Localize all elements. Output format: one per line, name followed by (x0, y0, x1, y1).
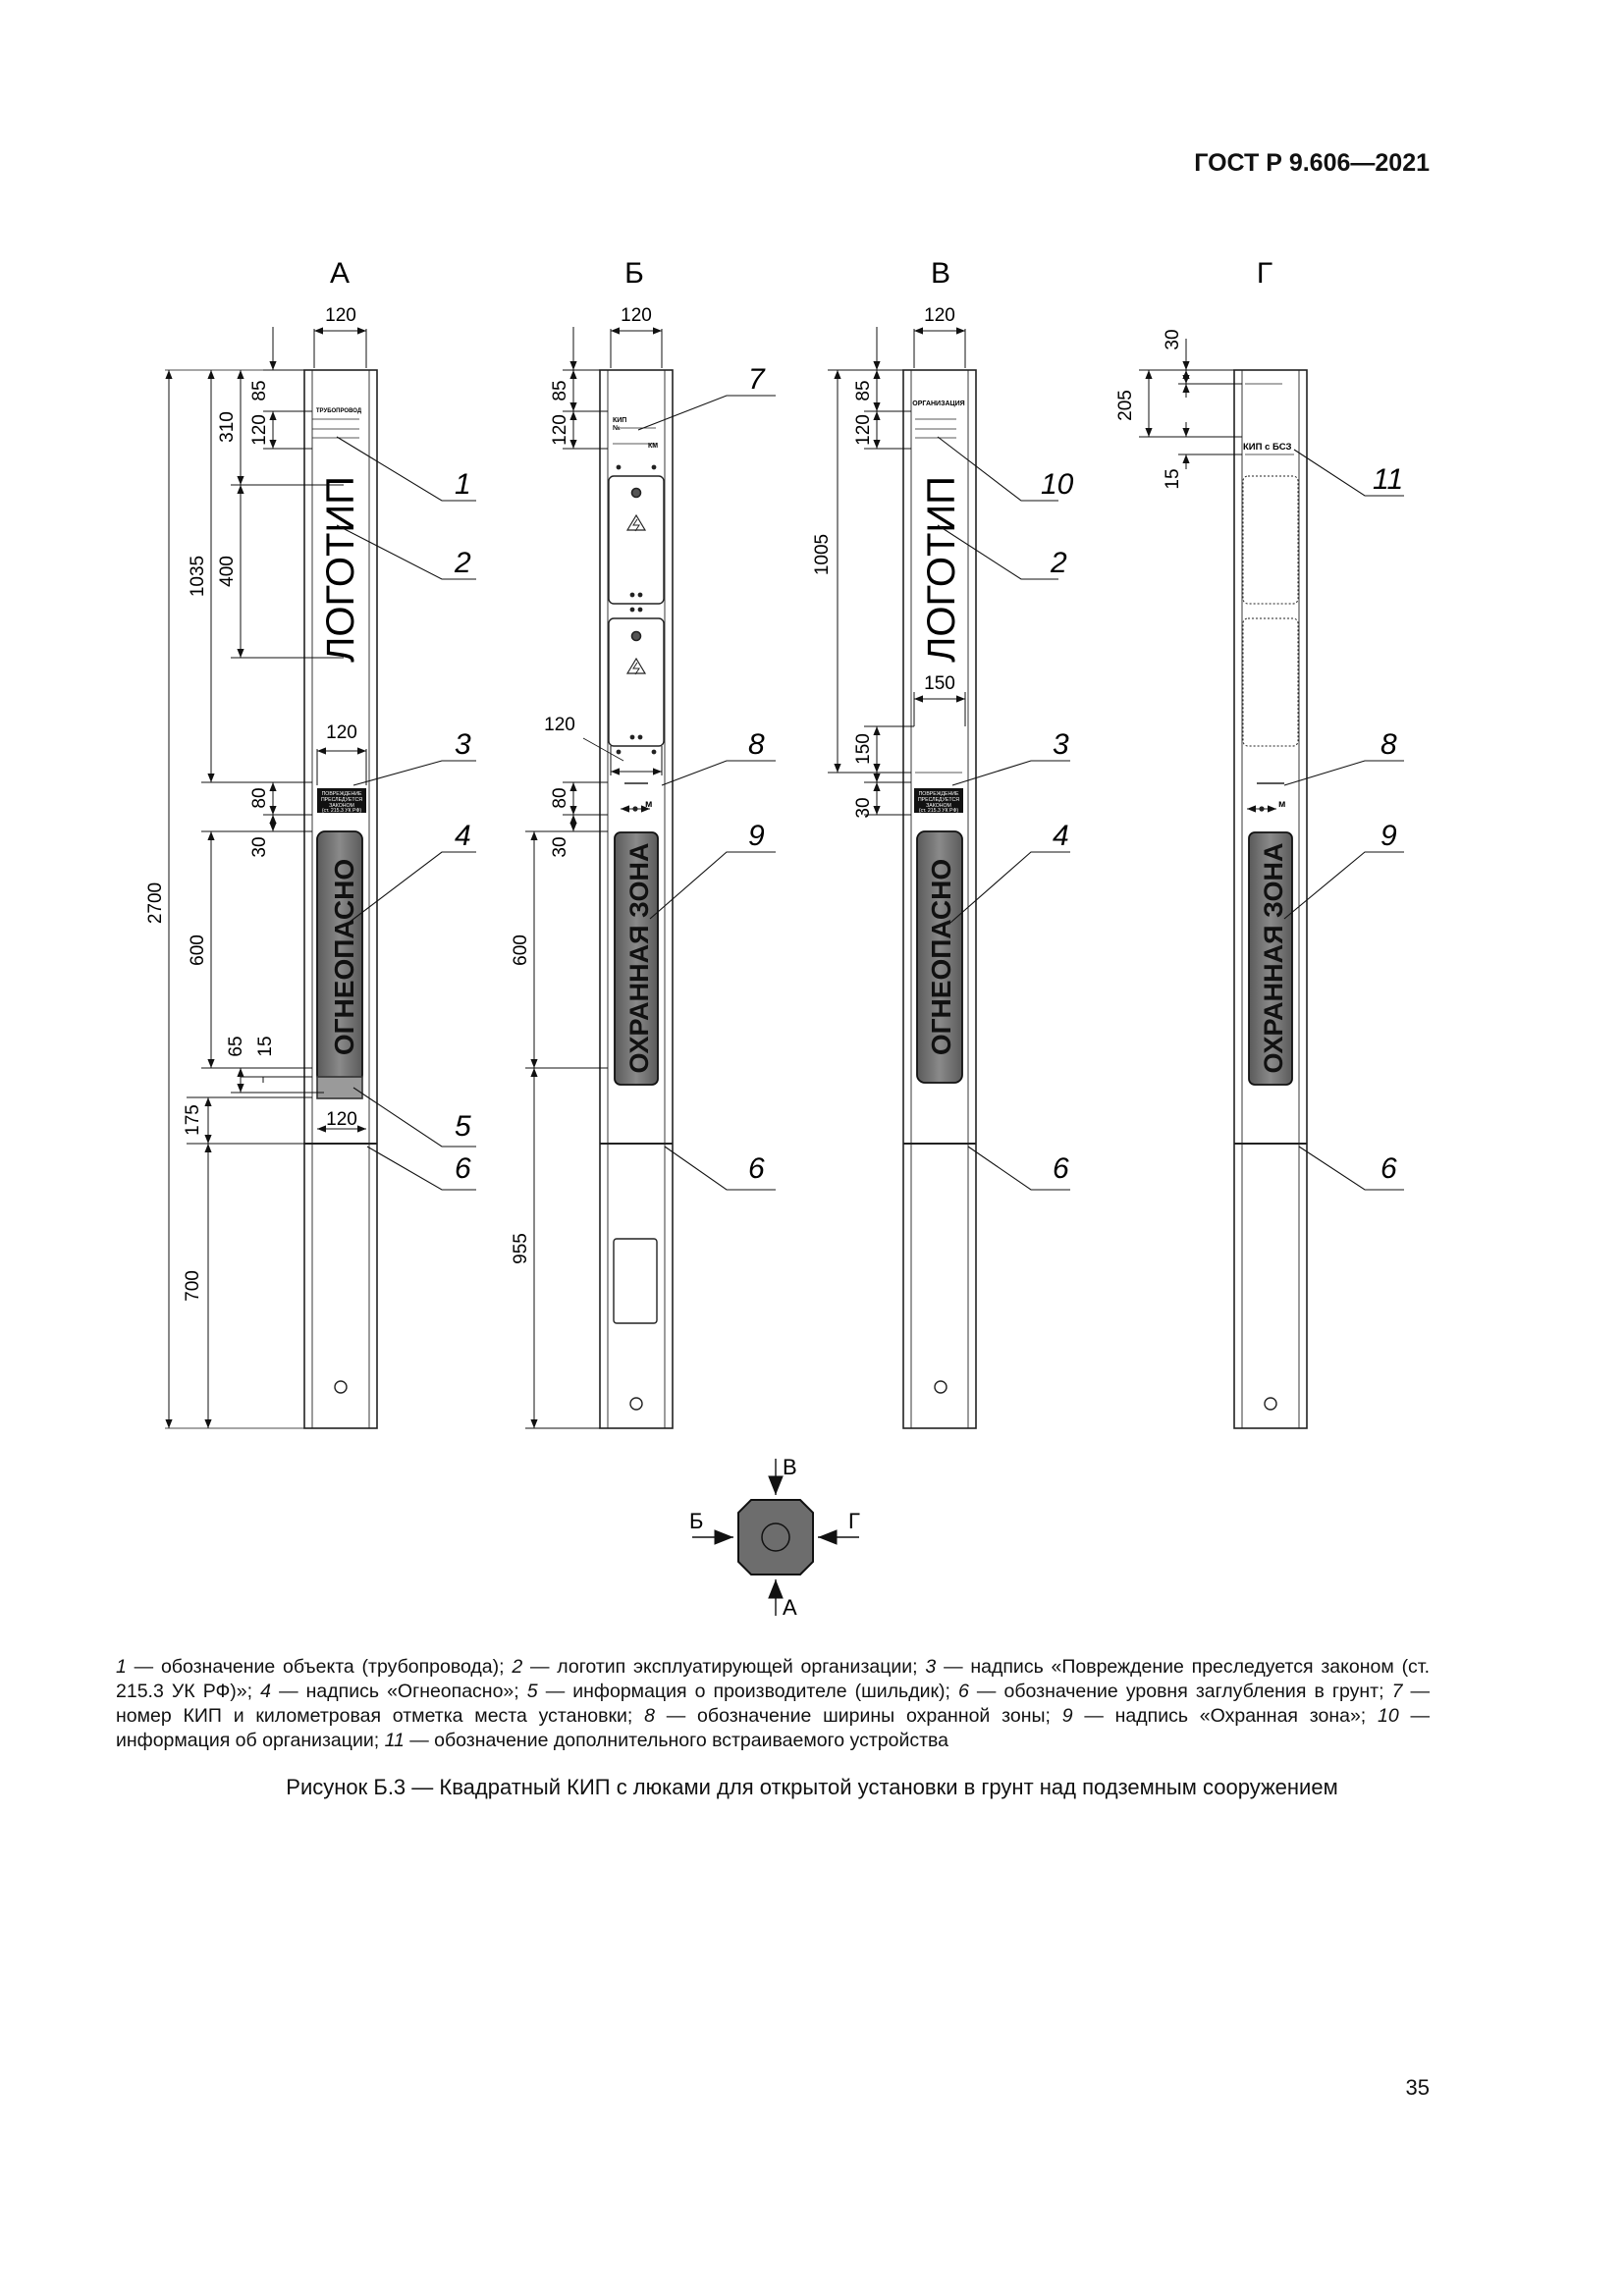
figure-caption: Рисунок Б.3 — Квадратный КИП с люками для открытой установки в грунт над подземным сооружением (286, 1775, 1338, 1799)
svg-text:120: 120 (853, 414, 874, 446)
fire-warning-v: ОГНЕОПАСНО (926, 858, 956, 1056)
svg-text:1005: 1005 (812, 533, 833, 576)
callout-6: 6 (1053, 1152, 1069, 1185)
svg-text:ПРЕСЛЕДУЕТСЯ: ПРЕСЛЕДУЕТСЯ (917, 797, 960, 803)
callout-5: 5 (455, 1110, 471, 1143)
svg-text:120: 120 (544, 715, 575, 735)
dimensions-view-g (1139, 339, 1242, 469)
zone-warning-g: ОХРАННАЯ ЗОНА (1259, 842, 1288, 1074)
logo-text-a: ЛОГОТИП (319, 476, 362, 663)
page-number: 35 (1405, 2075, 1430, 2100)
callout-8: 8 (748, 728, 765, 761)
svg-text:120: 120 (621, 305, 652, 326)
svg-text:150: 150 (924, 673, 955, 694)
svg-text:(ст. 215.3 УК РФ): (ст. 215.3 УК РФ) (918, 808, 959, 814)
svg-text:ЗАКОНОМ: ЗАКОНОМ (329, 803, 354, 809)
svg-text:150: 150 (853, 733, 874, 765)
kip-number-label: КИП (613, 417, 627, 424)
callout-6: 6 (1380, 1152, 1397, 1185)
view-letter-a: А (329, 257, 351, 290)
callout-4: 4 (1053, 820, 1069, 852)
svg-text:15: 15 (255, 1036, 276, 1057)
pipeline-label-a: ТРУБОПРОВОД (315, 408, 362, 414)
orientation-left-label: Б (689, 1509, 704, 1533)
callout-6: 6 (455, 1152, 471, 1185)
callout-2: 2 (455, 547, 471, 579)
svg-text:80: 80 (249, 787, 270, 809)
svg-text:120: 120 (325, 305, 356, 326)
svg-text:120: 120 (326, 1109, 357, 1130)
svg-text:30: 30 (1163, 329, 1183, 350)
zone-warning-b: ОХРАННАЯ ЗОНА (624, 842, 654, 1074)
view-letter-v: В (930, 257, 951, 290)
orientation-diagram (689, 1455, 860, 1620)
svg-text:205: 205 (1115, 390, 1136, 421)
svg-text:120: 120 (249, 414, 270, 446)
svg-text:80: 80 (550, 787, 570, 809)
svg-text:30: 30 (249, 836, 270, 858)
figure-legend: 1 — обозначение объекта (трубопровода); 2 — логотип эксплуатирующей организации; 3 — надпись «Повреждение преследуется законом (ст. 215.3 УК РФ)»; 4 — надпись «Огнеопасно»; 5 — информация о производителе (шильдик); 6 — обозначение уровня заглубления в грунт; 7 — номер КИП и километровая отметка места установки; 8 — обозначение ширины охранной зоны; 9 — надпись «Охранная зона»; 10 — информация об организации; 11 — обозначение дополнительного встраиваемого устройства (116, 1656, 1431, 1751)
svg-text:120: 120 (924, 305, 955, 326)
svg-text:ЗАКОНОМ: ЗАКОНОМ (926, 803, 951, 809)
svg-text:1035: 1035 (188, 555, 208, 598)
km-label: КМ (648, 443, 659, 450)
callout-9: 9 (748, 820, 765, 852)
svg-text:600: 600 (511, 934, 531, 966)
svg-text:120: 120 (550, 414, 570, 446)
svg-text:85: 85 (853, 380, 874, 401)
standard-header: ГОСТ Р 9.606—2021 (1194, 149, 1430, 177)
meters-label-b: м (645, 799, 653, 810)
svg-text:600: 600 (188, 934, 208, 966)
svg-text:955: 955 (511, 1233, 531, 1264)
svg-text:400: 400 (217, 556, 238, 587)
damage-warning-a (321, 791, 362, 814)
svg-text:ПРЕСЛЕДУЕТСЯ: ПРЕСЛЕДУЕТСЯ (320, 797, 363, 803)
svg-text:175: 175 (183, 1104, 203, 1136)
svg-text:(ст. 215.3 УК РФ): (ст. 215.3 УК РФ) (321, 808, 362, 814)
svg-text:ПОВРЕЖДЕНИЕ: ПОВРЕЖДЕНИЕ (918, 791, 959, 797)
svg-text:700: 700 (183, 1270, 203, 1302)
svg-text:30: 30 (853, 797, 874, 819)
svg-text:120: 120 (326, 722, 357, 743)
callout-1: 1 (455, 468, 471, 501)
logo-text-v: ЛОГОТИП (920, 476, 963, 663)
svg-text:30: 30 (550, 836, 570, 858)
callout-8: 8 (1380, 728, 1397, 761)
orientation-top-label: В (783, 1455, 797, 1479)
callout-2: 2 (1051, 547, 1067, 579)
callout-11: 11 (1373, 463, 1404, 496)
callout-3: 3 (455, 728, 471, 761)
kip-no-sign: № (613, 425, 621, 432)
svg-text:2700: 2700 (145, 881, 166, 925)
callout-7: 7 (748, 363, 765, 396)
callout-4: 4 (455, 820, 471, 852)
svg-text:85: 85 (249, 380, 270, 401)
orientation-right-label: Г (848, 1509, 860, 1533)
svg-text:ПОВРЕЖДЕНИЕ: ПОВРЕЖДЕНИЕ (321, 791, 362, 797)
svg-text:310: 310 (217, 411, 238, 443)
orientation-bottom-label: А (783, 1595, 797, 1620)
svg-text:85: 85 (550, 380, 570, 401)
kip-bsz-label: КИП с БСЗ (1243, 442, 1292, 453)
view-letter-b: Б (624, 257, 644, 290)
callout-3: 3 (1053, 728, 1069, 761)
view-letter-g: Г (1256, 257, 1273, 290)
fire-warning-a: ОГНЕОПАСНО (329, 858, 359, 1056)
callout-6: 6 (748, 1152, 765, 1185)
callout-9: 9 (1380, 820, 1397, 852)
svg-text:15: 15 (1163, 468, 1183, 490)
svg-text:65: 65 (226, 1036, 246, 1057)
callout-10: 10 (1041, 468, 1074, 501)
damage-warning-v (918, 791, 959, 814)
organization-label: ОРГАНИЗАЦИЯ (912, 400, 965, 407)
meters-label-g: м (1278, 799, 1286, 810)
